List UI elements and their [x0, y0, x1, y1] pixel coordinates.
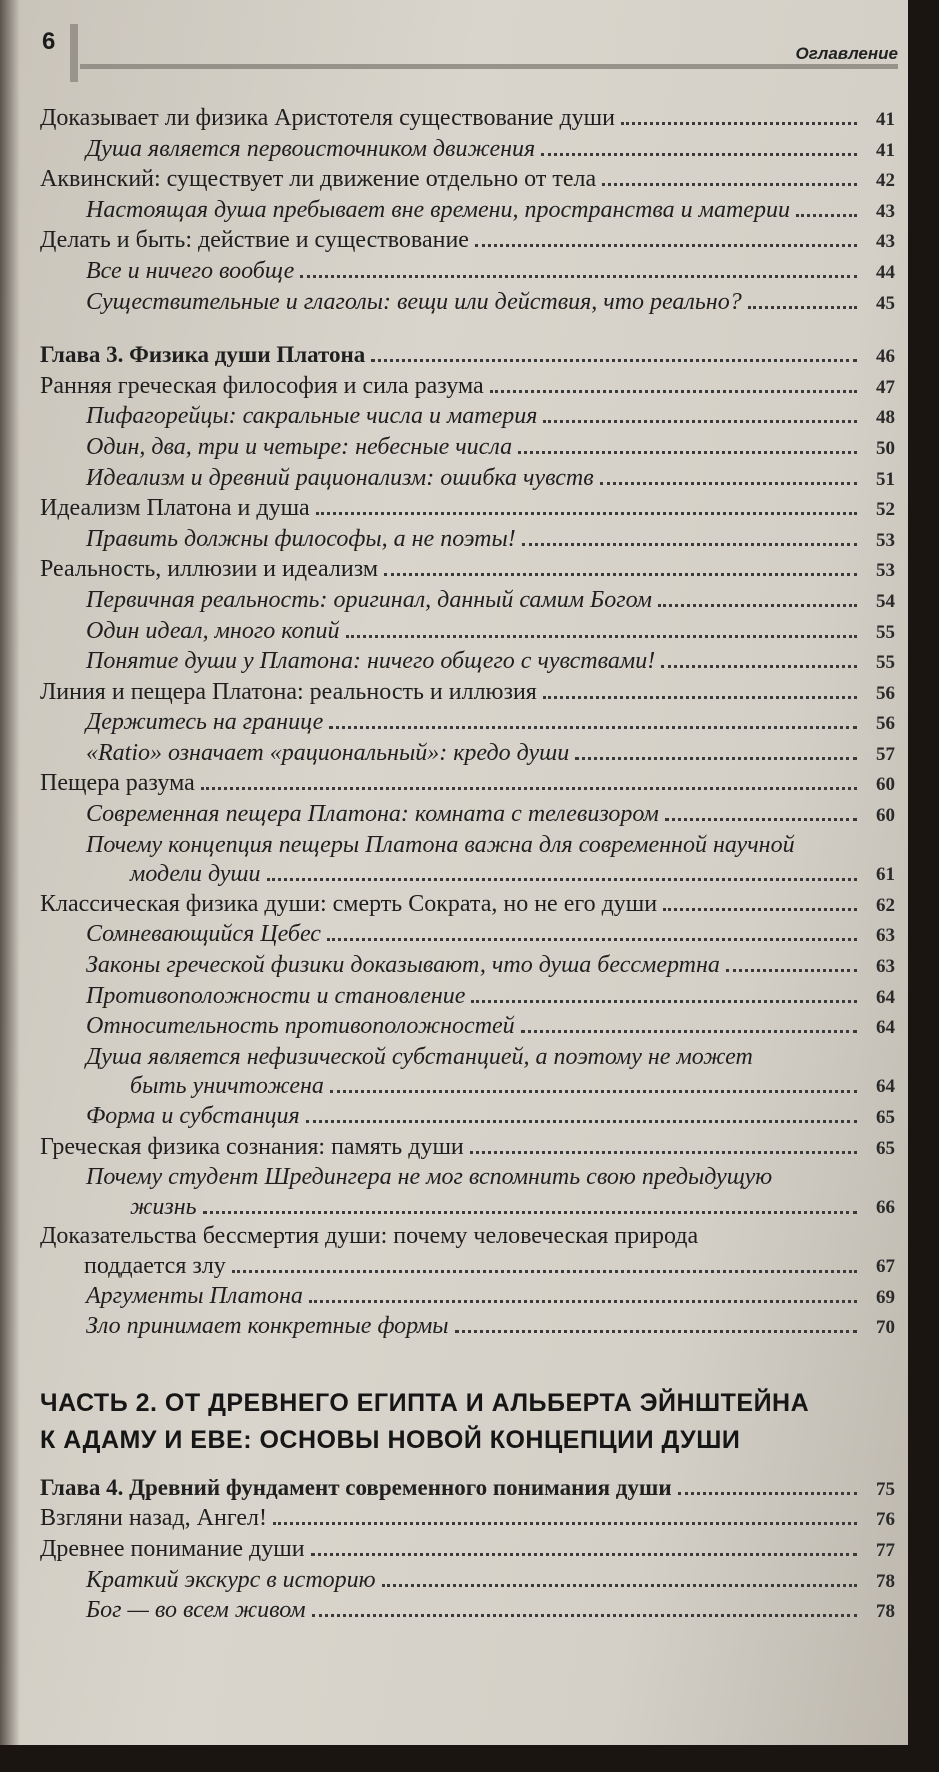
page-spine-shadow [0, 0, 20, 1745]
toc-entry-page: 77 [876, 1539, 895, 1561]
toc-entry [40, 951, 895, 982]
dot-leader [663, 902, 857, 911]
dot-leader [600, 476, 857, 485]
toc-entry-title: Аквинский: существует ли движение отдельно от тела [40, 166, 597, 193]
toc-entry-page: 44 [876, 261, 895, 283]
dot-leader [309, 1294, 857, 1303]
dot-leader [748, 300, 857, 309]
toc-entry-page: 63 [876, 956, 895, 978]
toc-entry-title: Бог — во всем живом [86, 1597, 306, 1624]
toc-entry-title: Один идеал, много копий [86, 617, 340, 644]
toc-entry-title: Все и ничего вообще [86, 257, 295, 284]
dot-leader [621, 116, 857, 125]
dot-leader [796, 208, 857, 217]
toc-entry [40, 135, 895, 166]
toc-entry-title: Классическая физика души: смерть Сократа, но не его души [40, 890, 658, 917]
toc-entry-title: Современная пещера Платона: комната с телевизором [86, 801, 659, 828]
dot-leader [726, 963, 857, 972]
toc-entry-page: 60 [876, 774, 895, 796]
toc-entry-title: Греческая физика сознания: память души [40, 1133, 464, 1160]
toc-entry-title: Аргументы Платона [86, 1282, 303, 1309]
toc-group-e [40, 1282, 895, 1343]
toc-entry-page: 76 [876, 1509, 895, 1531]
dot-leader [471, 994, 857, 1003]
dot-leader [518, 445, 857, 454]
toc-entry-title: Один, два, три и четыре: небесные числа [86, 433, 513, 460]
running-title: Оглавление [795, 44, 898, 63]
toc-entry [40, 555, 895, 586]
toc-entry-page: 64 [876, 986, 895, 1008]
toc-entry-title: Форма и субстанция [86, 1103, 300, 1129]
toc-entry [40, 165, 895, 196]
part-2-heading: ЧАСТЬ 2. ОТ ДРЕВНЕГО ЕГИПТА И АЛЬБЕРТА ЭЙНШТЕЙНА К АДАМУ И ЕВЕ: ОСНОВЫ НОВОЙ КОНЦЕПЦИИ ДУШИ [40, 1388, 810, 1454]
toc-chapter-3: Глава 3. Физика души Платона 46 [40, 342, 895, 368]
toc-entry-page: 51 [876, 468, 895, 490]
dot-leader [521, 1024, 857, 1033]
toc-entry [40, 586, 895, 617]
toc-entry-page: 69 [876, 1286, 895, 1308]
toc-entry-title: Краткий экскурс в историю [86, 1566, 376, 1593]
toc-entry-title: Править должны философы, а не поэты! [86, 525, 516, 552]
toc-entry-multiline: Доказательства бессмертия души: почему человеческая природа поддается злу 67 [40, 1223, 895, 1279]
toc-entry-page: 43 [876, 200, 895, 222]
toc-entry-title: Взгляни назад, Ангел! [40, 1505, 267, 1532]
toc-entry [40, 372, 895, 403]
toc-entry [40, 1566, 895, 1597]
header-rule [80, 64, 898, 69]
toc-group-b [40, 372, 895, 831]
toc-entry [40, 1282, 895, 1313]
dot-leader [327, 932, 857, 941]
toc-entry-page: 42 [876, 170, 895, 192]
toc-entry-page: 48 [876, 407, 895, 429]
dot-leader [455, 1324, 857, 1333]
toc-entry-page: 56 [876, 682, 895, 704]
toc-entry-title: Душа является первоисточником движения [86, 135, 536, 162]
dot-leader [543, 414, 857, 423]
toc-entry-multiline: Душа является нефизической субстанцией, а поэтому не может быть уничтожена 64 [86, 1043, 895, 1100]
dot-leader [541, 147, 857, 156]
toc-group-a [40, 104, 895, 318]
toc-entry-title: Сомневающийся Цебес [86, 921, 321, 948]
toc-entry-multiline: Почему студент Шредингера не мог вспомнить свою предыдущую жизнь 66 [86, 1164, 895, 1220]
toc-entry [40, 1102, 895, 1133]
toc-entry-title: Относительность противоположностей [86, 1013, 515, 1040]
table-of-contents [40, 104, 895, 1627]
toc-entry-title: Делать и быть: действие и существование [40, 227, 469, 254]
toc-entry [40, 464, 895, 495]
toc-entry-page: 57 [876, 743, 895, 765]
dot-leader [300, 269, 857, 278]
toc-entry [40, 769, 895, 800]
toc-entry-title: Понятие души у Платона: ничего общего с чувствами! [86, 648, 656, 675]
toc-entry [40, 708, 895, 739]
dot-leader [658, 598, 857, 607]
toc-entry-page: 52 [876, 499, 895, 521]
toc-entry [40, 257, 895, 288]
dot-leader [522, 537, 857, 546]
dot-leader [201, 781, 857, 790]
toc-entry [40, 288, 895, 319]
toc-group-f [40, 1504, 895, 1626]
toc-entry-title: Пещера разума [40, 770, 195, 797]
toc-entry [40, 1133, 895, 1164]
toc-entry-title: Идеализм и древний рационализм: ошибка чувств [86, 464, 594, 491]
toc-entry-page: 41 [876, 139, 895, 161]
toc-entry-page: 50 [876, 437, 895, 459]
toc-entry [40, 617, 895, 648]
toc-entry-title: Идеализм Платона и душа [40, 495, 310, 522]
dot-leader [329, 720, 857, 729]
toc-entry-page: 70 [876, 1317, 895, 1339]
toc-entry-page: 53 [876, 529, 895, 551]
toc-entry [40, 982, 895, 1013]
toc-entry [40, 678, 895, 709]
header-tab-marker [70, 24, 78, 82]
toc-entry-page: 65 [876, 1137, 895, 1159]
toc-entry-title: Законы греческой физики доказывают, что душа бессмертна [86, 952, 720, 979]
dot-leader [273, 1516, 857, 1525]
dot-leader [316, 506, 857, 515]
toc-entry-title: Настоящая душа пребывает вне времени, пространства и материи [86, 196, 790, 223]
toc-entry [40, 494, 895, 525]
toc-entry-page: 43 [876, 231, 895, 253]
toc-entry-page: 45 [876, 292, 895, 314]
dot-leader [490, 384, 857, 393]
dot-leader [346, 629, 857, 638]
dot-leader [311, 1547, 857, 1556]
toc-group-d [40, 1102, 895, 1163]
dot-leader [470, 1145, 857, 1154]
toc-entry-title: Первичная реальность: оригинал, данный самим Богом [86, 586, 652, 613]
toc-entry [40, 525, 895, 556]
toc-entry [40, 402, 895, 433]
toc-entry-page: 64 [876, 1017, 895, 1039]
toc-entry-title: Существительные и глаголы: вещи или действия, что реально? [86, 288, 742, 315]
toc-entry [40, 920, 895, 951]
dot-leader [575, 751, 857, 760]
toc-entry [40, 739, 895, 770]
toc-entry-multiline: Почему концепция пещеры Платона важна для современной научной модели души 61 [86, 831, 895, 888]
toc-entry-title: Зло принимает конкретные формы [86, 1313, 449, 1340]
toc-entry [40, 800, 895, 831]
toc-entry-title: Ранняя греческая философия и сила разума [40, 372, 484, 399]
toc-entry-page: 56 [876, 713, 895, 735]
page-number: 6 [42, 28, 56, 55]
toc-entry [40, 1012, 895, 1043]
toc-entry-title: «Ratio» означает «рациональный»: кредо души [86, 739, 570, 766]
toc-entry [40, 1504, 895, 1535]
dot-leader [306, 1114, 857, 1123]
dot-leader [312, 1608, 857, 1617]
toc-entry [40, 433, 895, 464]
dot-leader [661, 659, 857, 668]
dot-leader [665, 812, 857, 821]
toc-entry-page: 63 [876, 925, 895, 947]
toc-entry-title: Пифагорейцы: сакральные числа и материя [86, 403, 538, 430]
dot-leader [382, 1578, 857, 1587]
toc-entry-page: 55 [876, 652, 895, 674]
toc-entry-page: 78 [876, 1601, 895, 1623]
toc-entry-page: 65 [876, 1107, 895, 1128]
dot-leader [602, 177, 857, 186]
toc-entry-page: 78 [876, 1570, 895, 1592]
page-header [0, 24, 908, 86]
toc-entry-title: Древнее понимание души [40, 1535, 305, 1562]
dot-leader [384, 567, 857, 576]
toc-entry-page: 54 [876, 590, 895, 612]
toc-entry [40, 1312, 895, 1343]
toc-entry-page: 62 [876, 894, 895, 916]
toc-chapter-4: Глава 4. Древний фундамент современного понимания души 75 [40, 1474, 895, 1500]
toc-entry [40, 1535, 895, 1566]
toc-group-c [40, 890, 895, 1043]
toc-entry-page: 47 [876, 376, 895, 398]
toc-entry-page: 55 [876, 621, 895, 643]
toc-entry [40, 647, 895, 678]
toc-entry-title: Держитесь на границе [86, 709, 324, 736]
dot-leader [475, 238, 857, 247]
toc-entry-title: Реальность, иллюзии и идеализм [40, 556, 379, 583]
toc-entry-title: Противоположности и становление [86, 982, 466, 1009]
toc-entry [40, 890, 895, 921]
toc-entry-page: 60 [876, 805, 895, 827]
toc-entry [40, 104, 895, 135]
dot-leader [543, 690, 857, 699]
toc-entry-page: 41 [876, 109, 895, 130]
toc-entry [40, 196, 895, 227]
toc-entry [40, 226, 895, 257]
toc-entry-title: Линия и пещера Платона: реальность и иллюзия [40, 678, 537, 705]
toc-entry-page: 53 [876, 560, 895, 582]
toc-entry [40, 1596, 895, 1627]
toc-entry-title: Доказывает ли физика Аристотеля существование души [40, 105, 615, 131]
